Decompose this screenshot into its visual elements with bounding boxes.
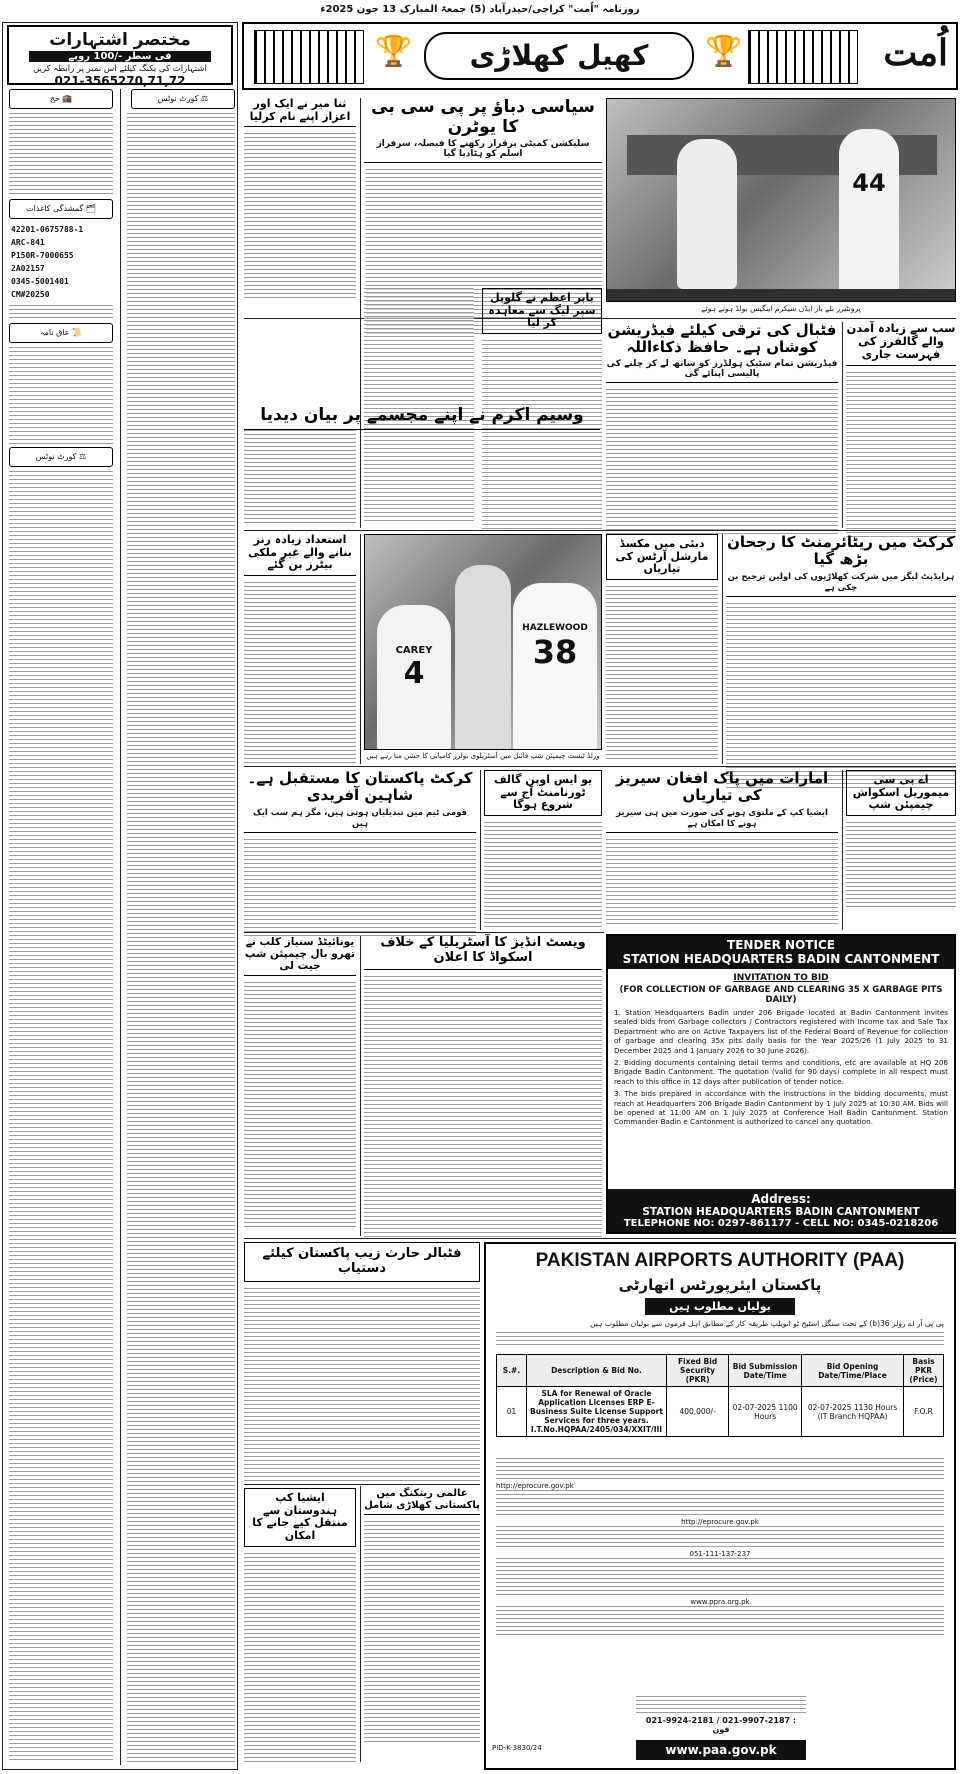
sports-graphic-right: [748, 30, 858, 84]
article-headline: عالمی رینکنگ میں پاکستانی کھلاڑی شامل: [364, 1488, 480, 1515]
article-sana-mir: [244, 98, 356, 402]
ppra-link[interactable]: www.ppra.org.pk: [690, 1598, 750, 1606]
article-headline: وسیم اکرم نے اپنے مجسمے پر بیان دیدیا: [244, 406, 600, 430]
paa-bid-table-wrapper: [496, 1354, 944, 1437]
cnic-line: CM#20250: [11, 290, 50, 299]
cell-sno: 01: [497, 1387, 527, 1437]
paa-contact: [636, 1696, 806, 1734]
document-icon: 📜: [72, 328, 83, 337]
tender-org: STATION HEADQUARTERS BADIN CANTONMENT: [608, 952, 954, 969]
paa-urdu-title: پاکستان ایئرپورٹس اتھارٹی: [618, 1276, 822, 1294]
article-headline: ثنا میر نے ایک اور اعزاز اپنے نام کرلیا: [244, 98, 356, 127]
classifieds-text-left-4: [9, 471, 113, 1763]
article-body: [846, 822, 956, 908]
article-body: [244, 582, 356, 768]
article-asia-cup: [244, 1488, 356, 1760]
article-body: [244, 982, 356, 1230]
article-foreign-batters: [244, 534, 356, 764]
paa-terms-body: [496, 1558, 944, 1598]
article-body: [244, 133, 356, 299]
article-squash: [846, 770, 956, 930]
classifieds-text-left-1: [9, 113, 113, 197]
article-subheadline: فیڈریشن تمام سٹیک ہولڈرز کو ساتھ لے کر چلنے کی پالیسی اپنائے گی: [606, 359, 838, 383]
eprocure-link-1[interactable]: http://eprocure.gov.pk: [496, 1482, 574, 1490]
paa-terms: [496, 1458, 944, 1670]
article-shaheen-afridi: [244, 770, 476, 930]
article-body: [364, 1521, 480, 1745]
article-us-open-golf: [484, 770, 602, 930]
newspaper-logo: اُمت: [883, 32, 948, 74]
tender-paragraph-3: 3. The bids prepared in accordance with the instructions in the bidding documents, must reach at Headquarters 206 Brigade Badin Cantonment by 1 July 2025 at 10:30 AM. Bids will be opened at 11:00 AM on 1 July 2025 at Conference Hall Badin Cantonment. Station Commander Badin e Cantonment is authorized to cancel any quotation.: [614, 1089, 948, 1127]
col-opening: Bid Opening Date/Time/Place: [802, 1355, 904, 1387]
trophy-icon: 🏆: [375, 34, 413, 69]
tender-address: STATION HEADQUARTERS BADIN CANTONMENT: [642, 1206, 920, 1218]
col-basis: Basis PKR (Price): [904, 1355, 944, 1387]
gavel-icon: ⚖: [79, 452, 87, 461]
kaaba-icon: 🕋: [62, 94, 73, 103]
article-body: [364, 976, 602, 1238]
paa-bid-table: [496, 1354, 944, 1437]
tender-paragraph-2: 2. Bidding documents containing detail terms and conditions, etc are available at HQ 206 Brigade Badin Cantonment. The quotation (valid for 90 days) complete in all respect must reach to this office in 12 days after publication of tender notice.: [614, 1058, 948, 1086]
article-body: [606, 586, 718, 762]
section-title: کھیل کھلاڑی: [424, 32, 694, 80]
column-rule: [480, 770, 481, 930]
paa-terms-body: [496, 1490, 944, 1518]
classifieds-booking-note: اشتہارات کی بکنگ کیلئے اس نمبر پر رابطہ کریں: [33, 64, 207, 74]
col-sno: S.#.: [497, 1355, 527, 1387]
top-photo-caption: پرونٹیرز بلے باز ایڈن سیکرم اینگیس بولڈ ہوتے ہوئے: [701, 304, 861, 313]
cell-submission: 02-07-2025 1100 Hours: [729, 1387, 802, 1437]
tender-paragraph-1: 1. Station Headquarters Badin under 206 Brigade located at Badin Cantonment invites sealed bids from Garbage collectors / Contractors registered with Income tax and Sale Tax Department who are on Active Taxpayers list of the Federal Board of Revenue for collection of garbage and clearing 35x pits daily basis for the Year 2025/26 (1 July 2025 to 31 December 2025 and 1 January 2026 to 30 June 2026).: [614, 1008, 948, 1055]
cnic-line: P150R-7000655: [11, 251, 74, 260]
article-body: [846, 372, 956, 540]
row-rule: [244, 1484, 480, 1485]
paa-help-phone: 051-111-137-237: [689, 1550, 751, 1558]
classifieds-phone: 021-3565270,71,72: [54, 74, 186, 88]
cricket-photo-celebration: [364, 534, 602, 750]
player-carey: CAREY 4: [377, 605, 451, 750]
row-rule: [244, 932, 604, 933]
tender-address-block: [608, 1189, 954, 1232]
paa-website[interactable]: www.paa.gov.pk: [636, 1740, 806, 1760]
article-headline: یو ایس اوپن گالف ٹورنامنٹ آج سے شروع ہوگا: [484, 770, 602, 816]
article-subheadline: سلیکشن کمیٹی برقرار رکھنے کا فیصلہ، سرفراز اسلم کو ہٹادیا گیا: [364, 139, 602, 163]
fielder-figure: 44: [839, 129, 899, 299]
batsman-figure: [677, 139, 737, 289]
paa-intro: پی پی آر اے رولز 36(b) کے تحت سنگل اسٹیج ٹو انویلپ طریقہ کار کے مطابق اہل فرموں سے بولیاں مطلوب ہیں: [590, 1319, 944, 1328]
paa-title: PAKISTAN AIRPORTS AUTHORITY (PAA): [535, 1250, 905, 1271]
pitch-ground: [607, 289, 956, 302]
sports-graphic-left: [254, 30, 364, 84]
gavel-icon: ⚖: [201, 94, 209, 103]
article-subheadline: ایشیا کپ کے ملتوی ہونے کی صورت میں ہی سیریز ہونے کا امکان ہے: [606, 807, 838, 833]
tender-phones: TELEPHONE NO: 0297-861177 - CELL NO: 0345-0218206: [623, 1218, 939, 1229]
col-description: Description & Bid No.: [527, 1355, 667, 1387]
column-rule: [120, 89, 121, 1765]
cell-basis: F.O.R: [904, 1387, 944, 1437]
classifieds-header: [7, 25, 233, 88]
cricket-photo-batsman: [606, 98, 956, 302]
sports-masthead: [242, 22, 958, 90]
column-rule: [360, 534, 361, 764]
article-headline: فٹبالر حارث زیب پاکستان کیلئے دستیاب: [244, 1242, 480, 1282]
classifieds-text-left-3: [9, 347, 113, 445]
article-body: [606, 839, 838, 925]
classifieds-text-right: [127, 113, 235, 1763]
paa-terms-body: [496, 1458, 944, 1482]
column-rule: [842, 770, 843, 930]
cnic-line: 42201-0675788-1: [11, 225, 84, 234]
cnic-line: 0345-5001401: [11, 277, 69, 286]
classifieds-text-left-2: [9, 305, 113, 321]
col-bid-security: Fixed Bid Security (PKR): [667, 1355, 729, 1387]
article-headline: امارات میں پاک افغان سیریز کی تیاریاں: [615, 769, 829, 805]
article-headline: کرکٹ پاکستان کا مستقبل ہے۔ شاہین آفریدی: [247, 769, 473, 805]
category-hajj: 🕋 حج: [9, 89, 113, 109]
article-headline: ایشیا کپ ہندوستان سے منتقل کیے جانے کا امکان: [244, 1488, 356, 1547]
paa-terms-body: [496, 1606, 944, 1636]
player-bowler: [455, 565, 511, 750]
tender-title: TENDER NOTICE: [608, 936, 954, 952]
article-body: [244, 430, 356, 526]
article-mma-dubai: [606, 534, 718, 764]
paa-tender-ad: [484, 1242, 956, 1770]
cnic-line: ARC-841: [11, 238, 45, 247]
bid-number: I.T.No.HQPAA/2405/034/XXIT/III: [530, 1425, 663, 1434]
category-disown: 📜 عاق نامہ: [9, 323, 113, 343]
table-header-row: [497, 1355, 944, 1387]
article-pakistani-ranking: [364, 1488, 480, 1760]
article-west-indies-squad: [364, 936, 602, 1236]
paa-contact-phones: 021-9924-2181 / 021-9907-2187 : فون: [645, 1716, 797, 1734]
classifieds-rate: فی سطر -/100 روپے: [29, 51, 211, 62]
column-rule: [360, 1486, 361, 1762]
category-court-notice-2: ⚖ کورٹ نوٹس: [9, 447, 113, 467]
tender-address-label: Address:: [751, 1192, 811, 1206]
cnic-list: [11, 223, 113, 301]
folder-icon: 🗂: [85, 204, 96, 213]
article-throwball: [244, 936, 356, 1236]
paa-contact-body: [636, 1696, 806, 1716]
cnic-line: 2A02157: [11, 264, 45, 273]
article-headline: بابر اعظم نے گلوبل سپر لیگ سے معاہدہ کر لیا: [482, 288, 602, 334]
article-subheadline: ہرایڈیٹ لیگز میں شرکت کھلاڑیوں کی اولین ترجیح بن چکی ہے: [726, 571, 956, 597]
article-golfers: [846, 322, 956, 528]
tender-invitation: INVITATION TO BID: [733, 973, 829, 983]
article-headline: استعداد زیادہ رنز بنانے والے غیر ملکی بیٹرز بن گئے: [244, 534, 356, 576]
article-headline: کرکٹ میں ریٹائرمنٹ کا رجحان بڑھ گیا: [727, 533, 955, 569]
category-lost-documents: 🗂 گمشدگی کاغذات: [9, 199, 113, 219]
paa-pid: PID-K-3830/24: [492, 1744, 542, 1752]
mid-photo-caption: ورلڈ ٹیسٹ چیمپئن شپ فائنل میں آسٹریلوی بولرز کامیابی کا جشن منا رہے ہیں: [366, 752, 600, 760]
category-court-notice-1: ⚖ کورٹ نوٹس: [131, 89, 235, 109]
cell-opening: 02-07-2025 1130 Hours (IT Branch HQPAA): [802, 1387, 904, 1437]
row-rule: [244, 766, 956, 767]
cell-description: [527, 1387, 667, 1437]
article-headline: یونائیٹڈ سنیاز کلب نے تھرو بال چیمپئن شپ جیت لی: [244, 936, 356, 976]
table-row: [497, 1387, 944, 1437]
column-rule: [842, 322, 843, 528]
article-body: [606, 389, 838, 537]
article-cricket-retirement: [726, 534, 956, 764]
article-body: [484, 822, 602, 930]
row-rule: [244, 530, 956, 531]
trophy-icon: 🏆: [705, 34, 743, 69]
player-hazlewood: HAZLEWOOD 38: [513, 583, 597, 750]
col-submission: Bid Submission Date/Time: [729, 1355, 802, 1387]
article-pak-afghan-series: [606, 770, 838, 930]
paa-bids-wanted: بولیاں مطلوب ہیں: [645, 1298, 795, 1315]
paa-intro-body: [496, 1332, 944, 1348]
article-headline: ویسٹ انڈیز کا آسٹریلیا کے خلاف اسکواڈ کا اعلان: [364, 936, 602, 970]
tender-notice: [606, 934, 956, 1234]
article-subheadline: قومی ٹیم میں تبدیلیاں ہوتی ہیں، مگر ہم سب ایک ہیں: [244, 807, 476, 833]
description-text: SLA for Renewal of Oracle Application Licenses ERP E-Business Suite License Support Services for three years.: [530, 1389, 663, 1425]
article-body: [244, 839, 476, 939]
article-headline: فٹبال کی ترقی کیلئے فیڈریشن کوشاں ہے۔ حافظ ذکاءاللہ: [607, 321, 837, 357]
eprocure-link-2[interactable]: http://eprocure.gov.pk: [681, 1518, 759, 1526]
article-headline: دبئی میں مکسڈ مارشل آرٹس کی تیاریاں: [606, 534, 718, 580]
classifieds-column: [2, 22, 238, 1770]
cell-security: 400,000/-: [667, 1387, 729, 1437]
article-body: [244, 1553, 356, 1763]
classifieds-title: مختصر اشتہارات: [49, 30, 191, 50]
column-rule: [722, 534, 723, 764]
row-rule: [244, 1238, 956, 1239]
article-body: [726, 603, 956, 789]
tender-purpose: (FOR COLLECTION OF GARBAGE AND CLEARING 35 X GARBAGE PITS DAILY): [619, 985, 943, 1005]
article-headline: سیاسی دباؤ پر پی سی بی کا یوٹرن: [371, 97, 595, 137]
paa-terms-body: [496, 1526, 944, 1550]
column-rule: [360, 936, 361, 1236]
dateline: روزنامہ "اُمت" کراچی/حیدرآباد (5) جمعۃ المبارک 13 جون 2025ء: [320, 4, 640, 15]
article-headline: اے بی سی میموریل اسکواش چیمپئن شپ: [846, 770, 956, 816]
article-body: [244, 1288, 480, 1488]
article-football-federation: [606, 322, 838, 528]
article-headline: سب سے زیادہ آمدن والے گالفرز کی فہرست جاری: [846, 322, 956, 366]
